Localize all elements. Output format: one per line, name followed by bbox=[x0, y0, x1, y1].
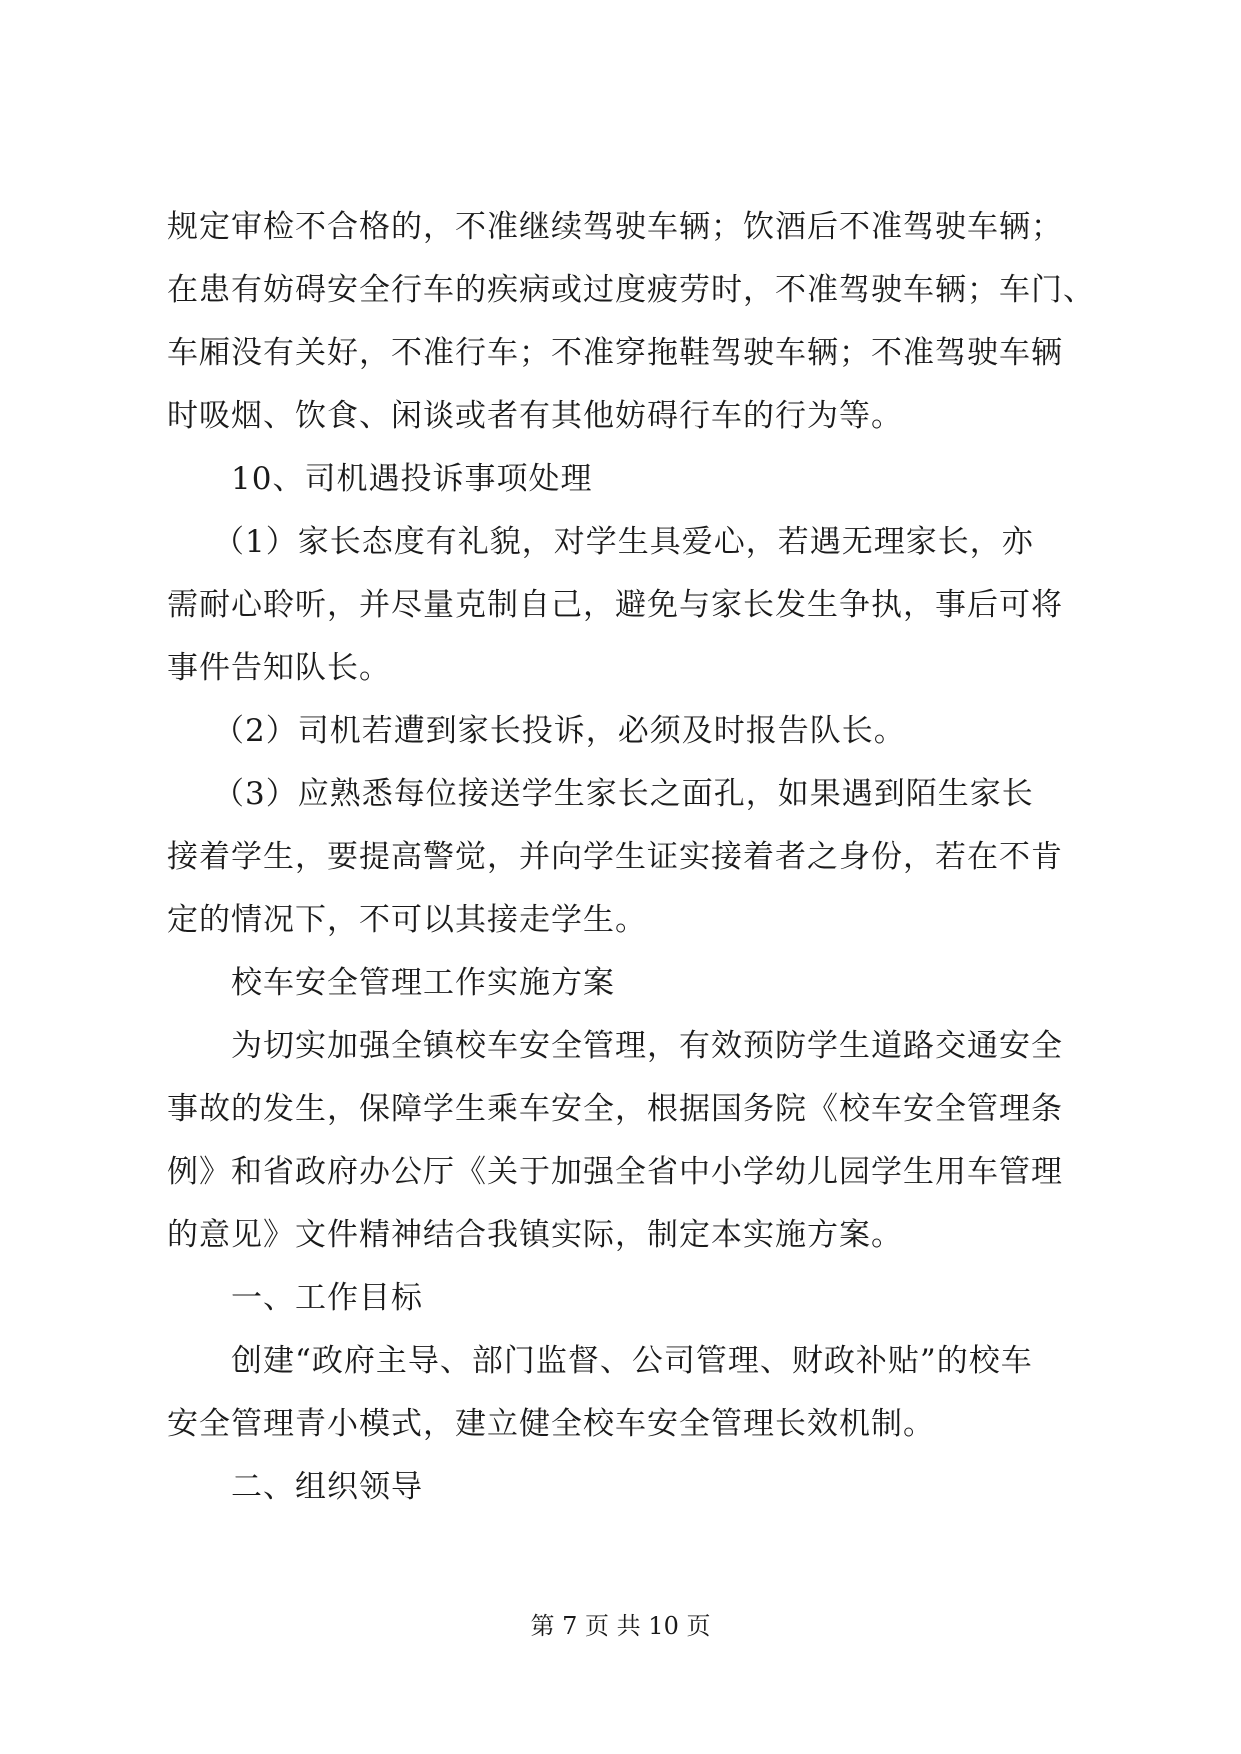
text-line: （2）司机若遭到家长投诉，必须及时报告队长。 bbox=[213, 713, 906, 749]
text-line: 事故的发生，保障学生乘车安全，根据国务院《校车安全管理条 bbox=[167, 1091, 1063, 1127]
page-footer: 第 7 页 共 10 页 bbox=[530, 1612, 711, 1640]
text-line: 一、工作目标 bbox=[231, 1280, 423, 1316]
text-line: 校车安全管理工作实施方案 bbox=[231, 965, 615, 1001]
text-line: 需耐心聆听，并尽量克制自己，避免与家长发生争执，事后可将 bbox=[167, 587, 1063, 623]
text-line: 二、组织领导 bbox=[231, 1469, 423, 1505]
text-line: 为切实加强全镇校车安全管理，有效预防学生道路交通安全 bbox=[231, 1028, 1063, 1064]
paragraph-item-2 bbox=[167, 700, 1077, 763]
paragraph-work-goals bbox=[167, 1330, 1077, 1456]
text-line: 车厢没有关好，不准行车；不准穿拖鞋驾驶车辆；不准驾驶车辆 bbox=[167, 335, 1063, 371]
text-line: 时吸烟、饮食、闲谈或者有其他妨碍行车的行为等。 bbox=[167, 398, 903, 434]
text-line: 创建“政府主导、部门监督、公司管理、财政补贴”的校车 bbox=[231, 1343, 1033, 1379]
document-body bbox=[167, 196, 1095, 1519]
text-line: 10、司机遇投诉事项处理 bbox=[231, 461, 593, 497]
text-line: 接着学生，要提高警觉，并向学生证实接着者之身份，若在不肯 bbox=[167, 839, 1063, 875]
heading-complaint-handling bbox=[167, 448, 1077, 511]
heading-organization bbox=[167, 1456, 1077, 1519]
heading-work-goals bbox=[167, 1267, 1077, 1330]
text-line: 安全管理青小模式，建立健全校车安全管理长效机制。 bbox=[167, 1406, 935, 1442]
paragraph-item-3 bbox=[167, 763, 1077, 952]
text-line: 的意见》文件精神结合我镇实际，制定本实施方案。 bbox=[167, 1217, 903, 1253]
text-line: 定的情况下，不可以其接走学生。 bbox=[167, 902, 647, 938]
text-line: 在患有妨碍安全行车的疾病或过度疲劳时，不准驾驶车辆；车门、 bbox=[167, 272, 1095, 308]
text-line: （3）应熟悉每位接送学生家长之面孔，如果遇到陌生家长 bbox=[213, 776, 1034, 812]
text-line: 事件告知队长。 bbox=[167, 650, 391, 686]
text-line: 例》和省政府办公厅《关于加强全省中小学幼儿园学生用车管理 bbox=[167, 1154, 1063, 1190]
text-line: 规定审检不合格的，不准继续驾驶车辆；饮酒后不准驾驶车辆； bbox=[167, 209, 1063, 245]
paragraph-plan-intro bbox=[167, 1015, 1077, 1267]
paragraph-driving-prohibitions bbox=[167, 196, 1095, 448]
paragraph-item-1 bbox=[167, 511, 1077, 700]
heading-plan-title bbox=[167, 952, 1077, 1015]
text-line: （1）家长态度有礼貌，对学生具爱心，若遇无理家长，亦 bbox=[213, 524, 1034, 560]
